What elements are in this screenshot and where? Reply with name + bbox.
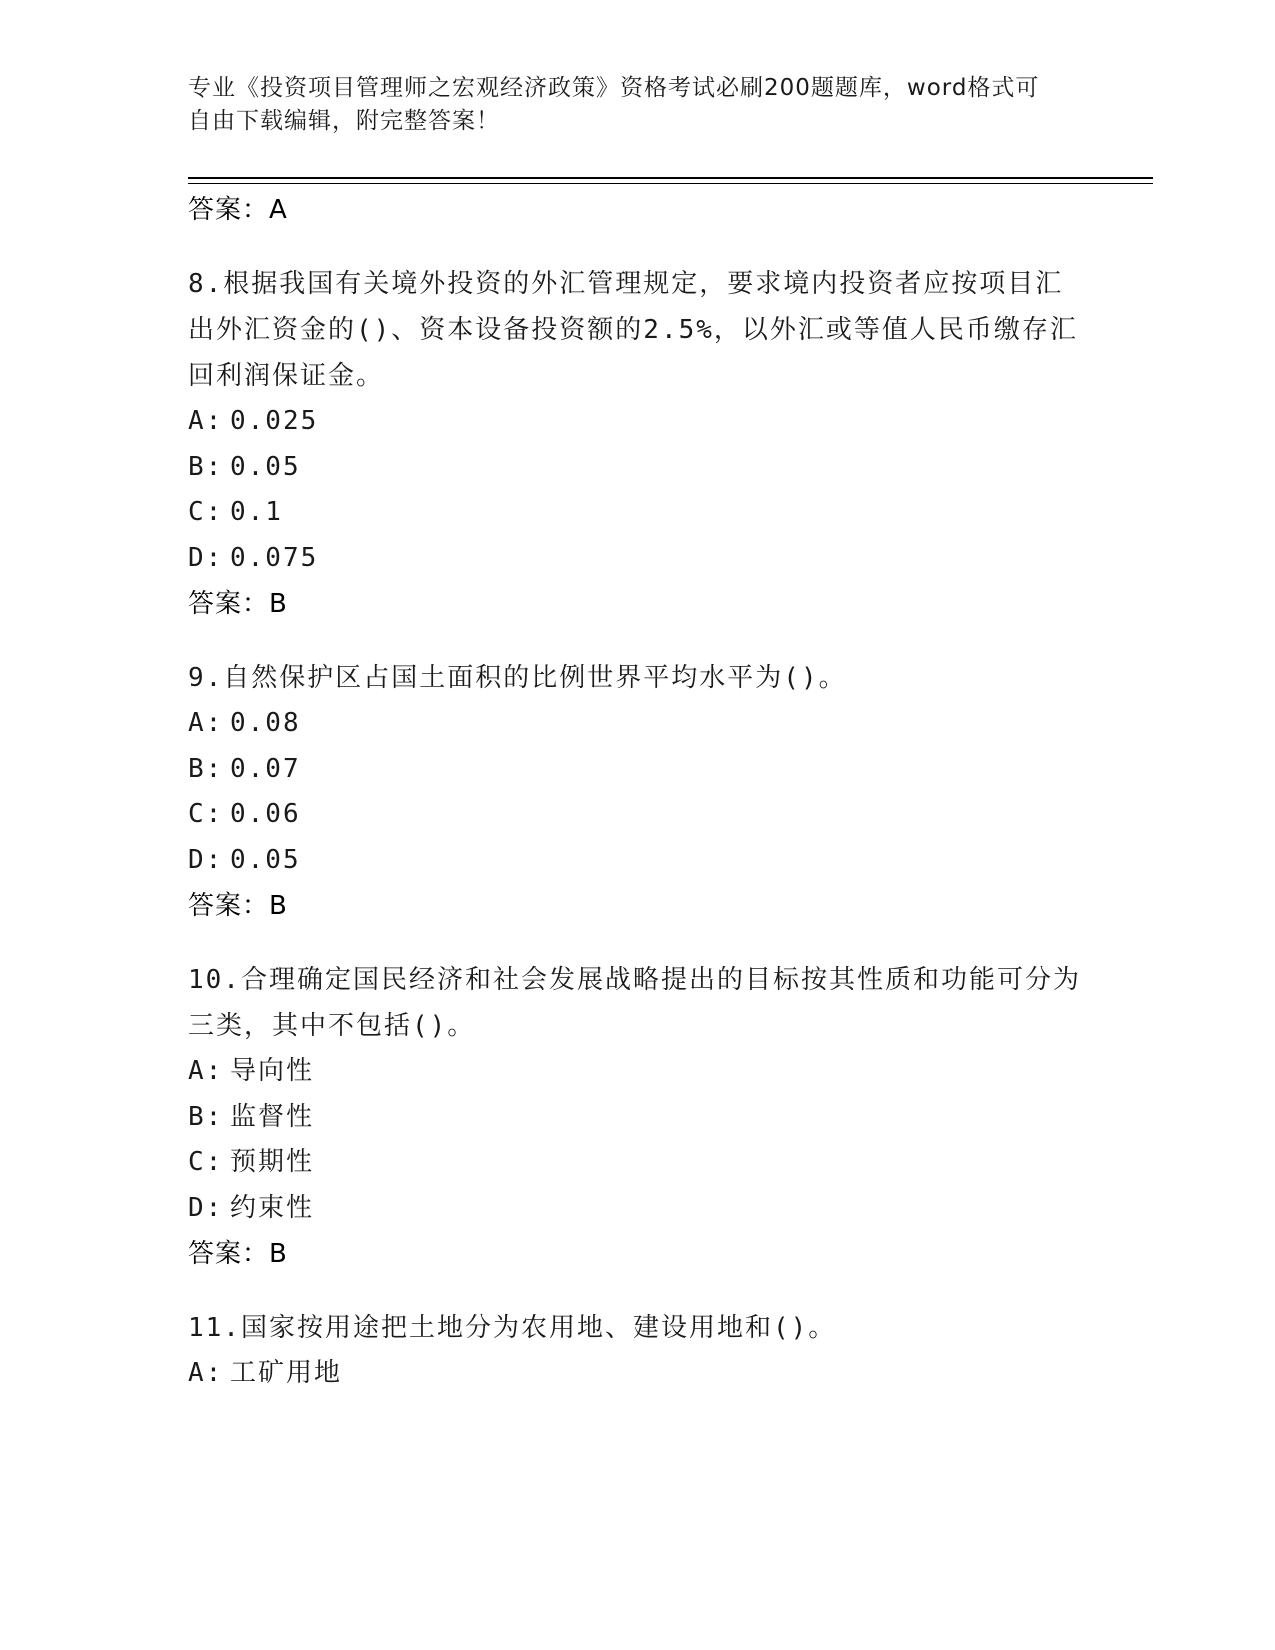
option-letter: D: [188, 542, 224, 573]
option-text: 0.06 [230, 799, 301, 829]
option-letter: B: [188, 1101, 224, 1132]
header-line-2: 自由下载编辑，附完整答案！ [188, 108, 500, 134]
option-a [188, 701, 1088, 747]
option-letter: C: [188, 1147, 224, 1177]
answer-line: 答案：B [188, 1239, 288, 1269]
option-text: 约束性 [230, 1192, 315, 1223]
option-text: 0.08 [230, 708, 301, 738]
option-c [188, 490, 1088, 536]
question-stem: 10.合理确定国民经济和社会发展战略提出的目标按其性质和功能可分为三类，其中不包括()。 [188, 965, 1081, 1041]
option-letter: A: [188, 406, 224, 436]
option-d [188, 1186, 1088, 1232]
option-text: 预期性 [230, 1147, 315, 1177]
question-item [188, 1305, 1088, 1397]
option-b [188, 445, 1088, 491]
document-header [188, 72, 1088, 138]
question-stem: 9.自然保护区占国土面积的比例世界平均水平为()。 [188, 663, 847, 693]
option-text: 0.05 [230, 451, 301, 482]
option-letter: A: [188, 1358, 224, 1388]
question-stem: 11.国家按用途把土地分为农用地、建设用地和()。 [188, 1313, 837, 1343]
option-letter: A: [188, 708, 224, 738]
question-item [188, 655, 1088, 929]
option-letter: B: [188, 451, 224, 482]
option-letter: A: [188, 1056, 224, 1086]
option-text: 0.1 [230, 497, 283, 527]
question-item [188, 957, 1088, 1277]
option-text: 0.025 [230, 406, 319, 436]
question-item [188, 261, 1088, 627]
option-text: 0.05 [230, 844, 301, 875]
option-a [188, 1049, 1088, 1095]
answer-line: 答案：A [188, 195, 288, 225]
option-b [188, 747, 1088, 793]
option-letter: C: [188, 799, 224, 829]
option-letter: C: [188, 497, 224, 527]
option-a [188, 1351, 1088, 1397]
option-d [188, 536, 1088, 582]
option-text: 导向性 [230, 1056, 315, 1086]
option-letter: D: [188, 1192, 224, 1223]
option-letter: B: [188, 753, 224, 784]
question-stem: 8.根据我国有关境外投资的外汇管理规定，要求境内投资者应按项目汇出外汇资金的()、资本设备投资额的2.5%，以外汇或等值人民币缴存汇回利润保证金。 [188, 269, 1078, 391]
option-b [188, 1095, 1088, 1141]
header-divider-thin [188, 183, 1153, 184]
answer-line: 答案：B [188, 589, 288, 619]
option-c [188, 1140, 1088, 1186]
option-d [188, 838, 1088, 884]
option-letter: D: [188, 844, 224, 875]
option-text: 0.075 [230, 542, 319, 573]
answer-line: 答案：B [188, 891, 288, 921]
option-c [188, 792, 1088, 838]
header-line-1: 专业《投资项目管理师之宏观经济政策》资格考试必刷200题题库，word格式可 [188, 75, 1040, 101]
header-divider-thick [188, 177, 1153, 179]
option-text: 0.07 [230, 753, 301, 784]
option-text: 工矿用地 [230, 1358, 343, 1388]
question-list [188, 187, 1088, 1397]
option-text: 监督性 [230, 1101, 315, 1132]
option-a [188, 399, 1088, 445]
